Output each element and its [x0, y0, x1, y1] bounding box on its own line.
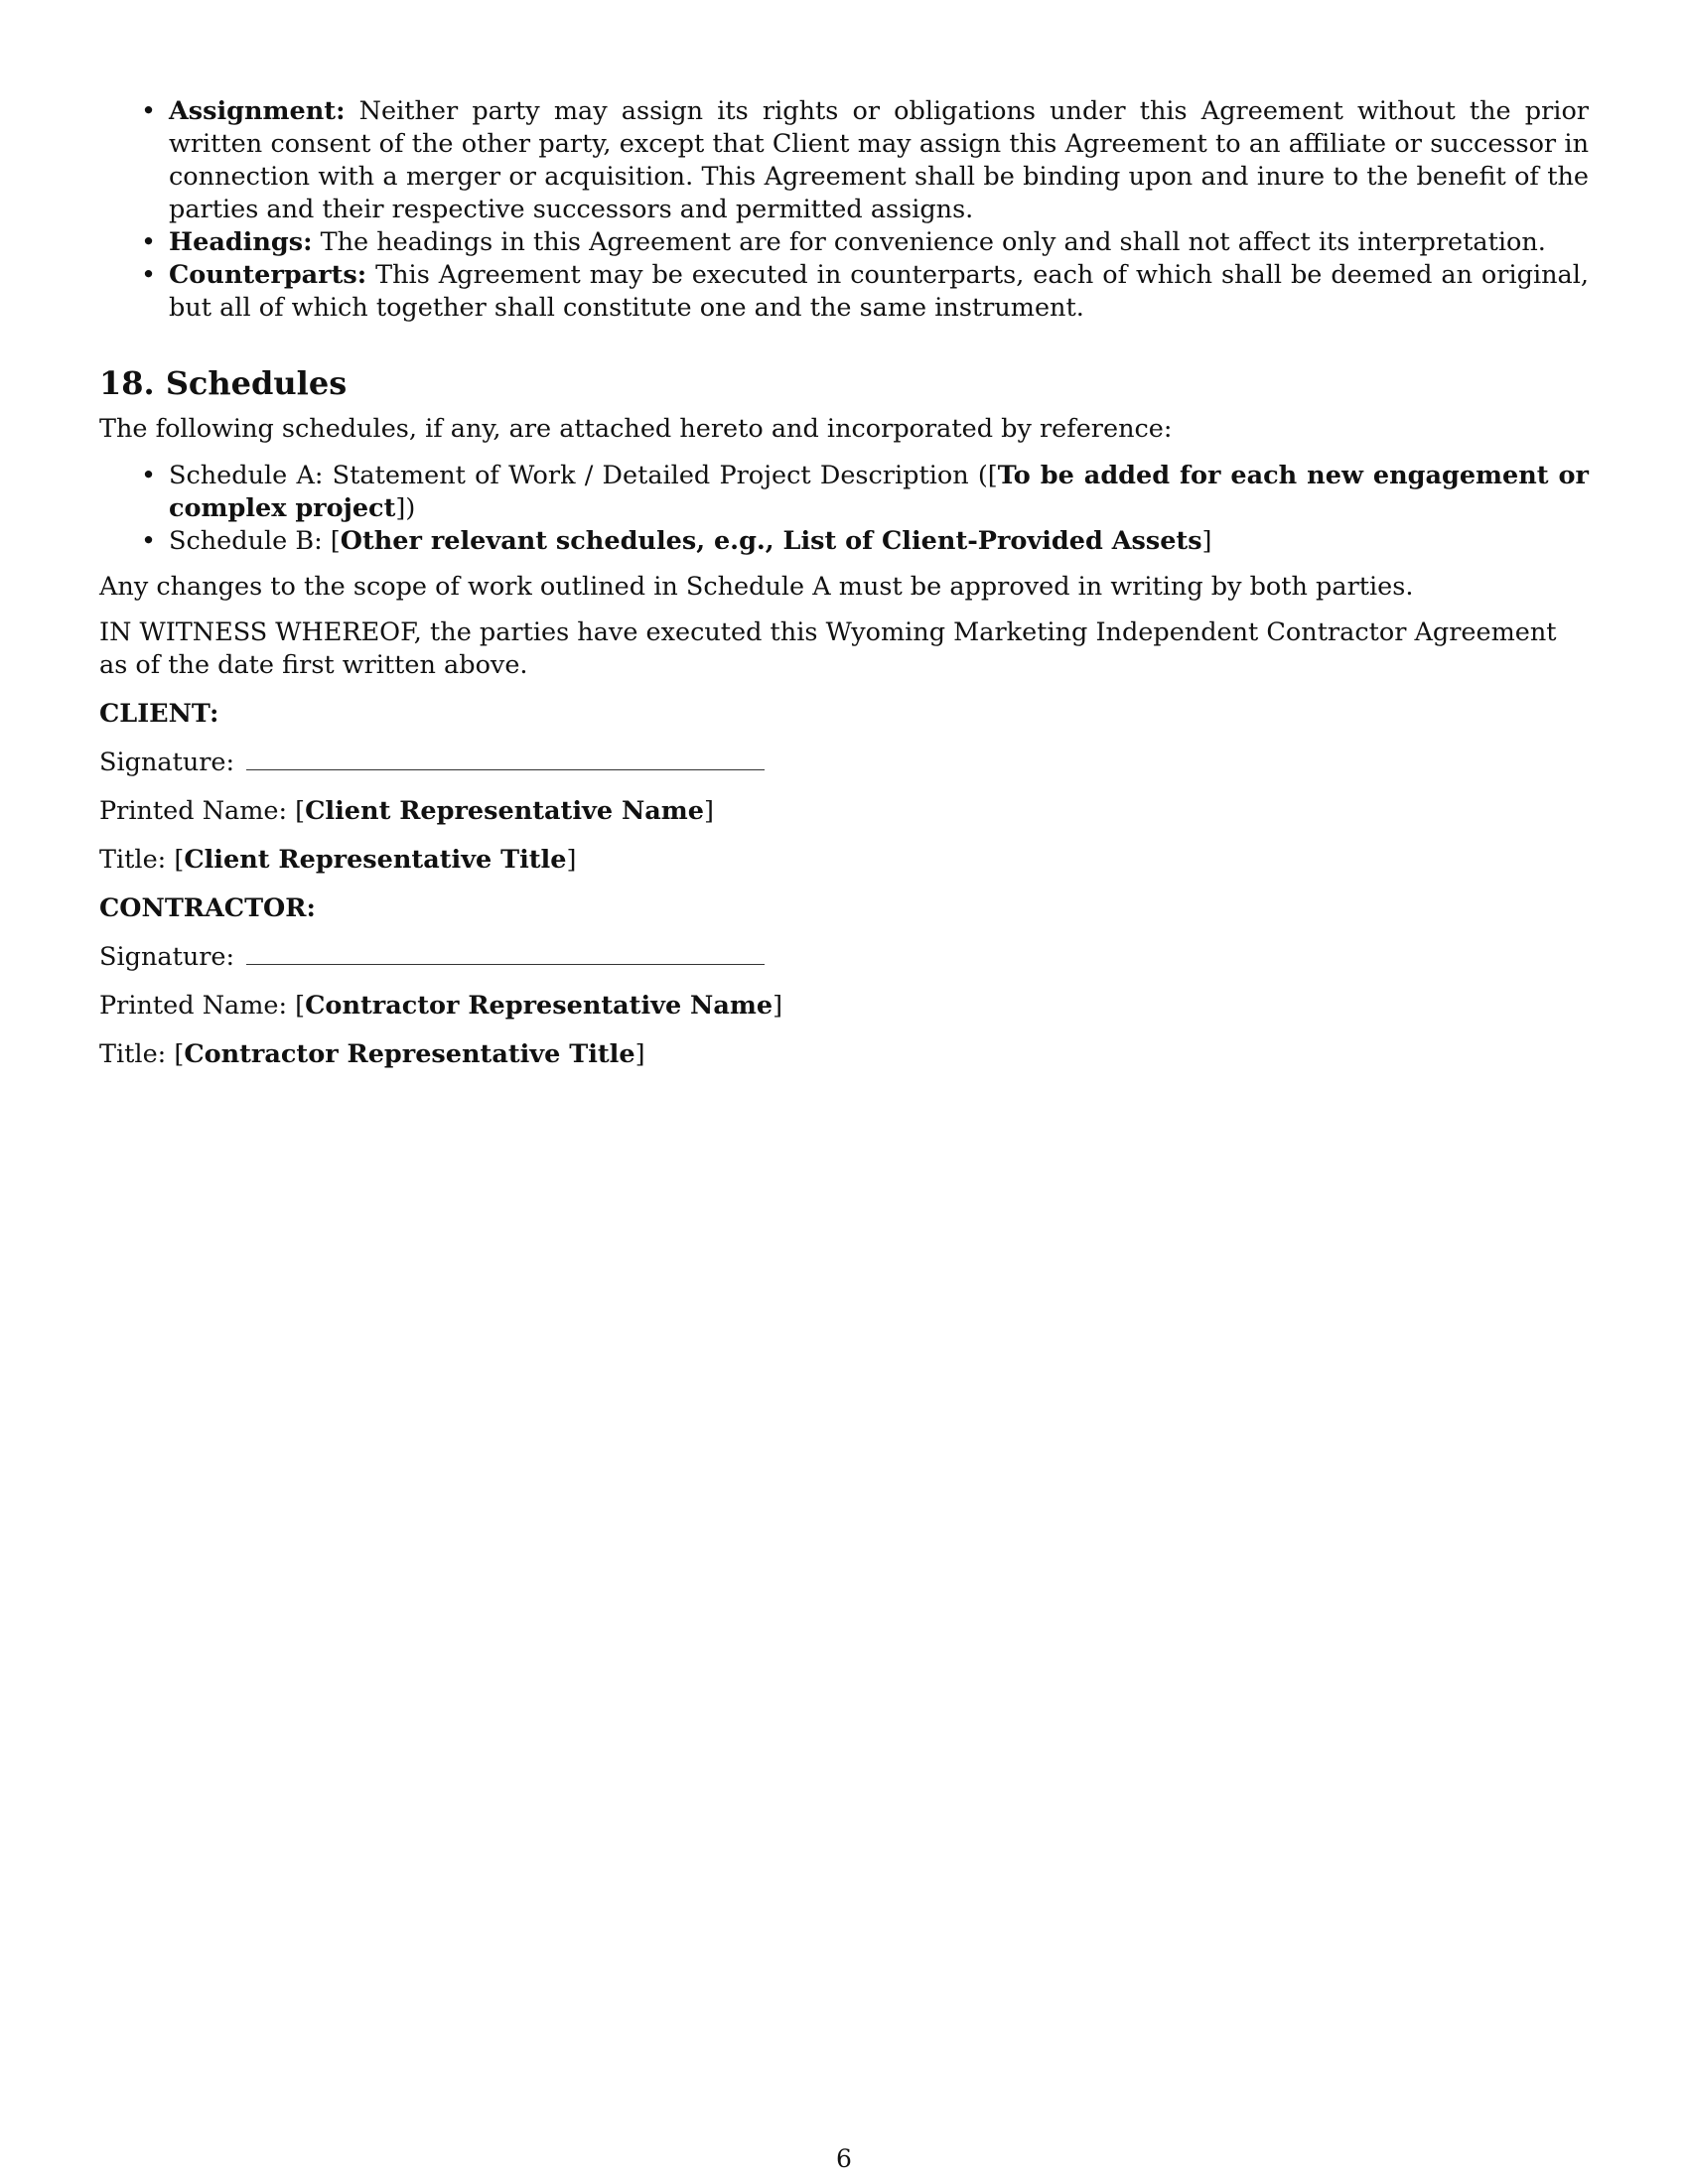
schedules-list: [99, 460, 1589, 558]
printed-name-label: Printed Name: [: [99, 796, 306, 826]
contractor-signature-line[interactable]: [246, 942, 765, 965]
contractor-heading-text: CONTRACTOR:: [99, 893, 316, 923]
schedule-placeholder: To be added for each new engagement or complex project: [169, 461, 1589, 523]
schedules-intro: The following schedules, if any, are attached hereto and incorporated by reference:: [99, 414, 1173, 444]
clause-label: Headings:: [169, 227, 313, 257]
client-title-placeholder: Client Representative Title: [184, 845, 567, 875]
clause-text: The headings in this Agreement are for convenience only and shall not affect its interpretation.: [312, 227, 1546, 257]
clause-text: This Agreement may be executed in counterparts, each of which shall be deemed an original, but all of which together shall constitute one and the same instrument.: [169, 260, 1589, 323]
bracket-close: ]: [634, 1039, 645, 1069]
page-number: 6: [836, 2144, 852, 2173]
section-heading: 18. Schedules: [99, 364, 348, 402]
client-name-placeholder: Client Representative Name: [305, 796, 704, 826]
title-label: Title: [: [99, 1039, 185, 1069]
clause-label: Counterparts:: [169, 260, 367, 290]
schedule-suffix: ]): [395, 493, 416, 523]
clause-text: Neither party may assign its rights or obligations under this Agreement without the prior written consent of the other party, except that Client may assign this Agreement to an affiliate or successor in connection with a merger or acquisition. This Agreement shall be binding upon and inure to the benefit of the parties and their respective successors and permitted assigns.: [169, 96, 1589, 224]
printed-name-label: Printed Name: [: [99, 991, 306, 1021]
schedule-prefix: Schedule B: [: [169, 526, 341, 556]
bracket-close: ]: [703, 796, 714, 826]
client-heading: [99, 698, 1589, 731]
client-signature-row: [99, 747, 1589, 779]
clause-counterparts: [169, 259, 1589, 325]
contractor-signature-row: [99, 941, 1589, 974]
client-printed-name-row: [99, 795, 1589, 828]
bracket-close: ]: [773, 991, 783, 1021]
schedule-a-item: [169, 460, 1589, 525]
contractor-heading: [99, 892, 1589, 925]
client-signature-line[interactable]: [246, 748, 765, 770]
clause-assignment: [169, 95, 1589, 226]
contractor-title-row: [99, 1038, 1589, 1071]
scope-changes-note: Any changes to the scope of work outlined in Schedule A must be approved in writing by both parties.: [99, 572, 1414, 602]
bracket-close: ]: [566, 845, 577, 875]
schedule-suffix: ]: [1201, 526, 1212, 556]
schedule-b-item: [169, 525, 1589, 558]
witness-statement: IN WITNESS WHEREOF, the parties have executed this Wyoming Marketing Independent Contractor Agreement as of the date first written above.: [99, 617, 1557, 680]
general-clauses-list: [99, 95, 1589, 325]
contractor-title-placeholder: Contractor Representative Title: [184, 1039, 635, 1069]
client-heading-text: CLIENT:: [99, 699, 219, 729]
signature-label: Signature:: [99, 748, 235, 777]
schedule-prefix: Schedule A: Statement of Work / Detailed Project Description ([: [169, 461, 998, 490]
document-page: [99, 95, 1589, 1071]
client-title-row: [99, 844, 1589, 877]
signature-label: Signature:: [99, 942, 235, 972]
clause-headings: [169, 226, 1589, 259]
title-label: Title: [: [99, 845, 185, 875]
schedule-placeholder: Other relevant schedules, e.g., List of Client-Provided Assets: [340, 526, 1202, 556]
contractor-name-placeholder: Contractor Representative Name: [305, 991, 774, 1021]
clause-label: Assignment:: [169, 96, 346, 126]
contractor-printed-name-row: [99, 990, 1589, 1023]
